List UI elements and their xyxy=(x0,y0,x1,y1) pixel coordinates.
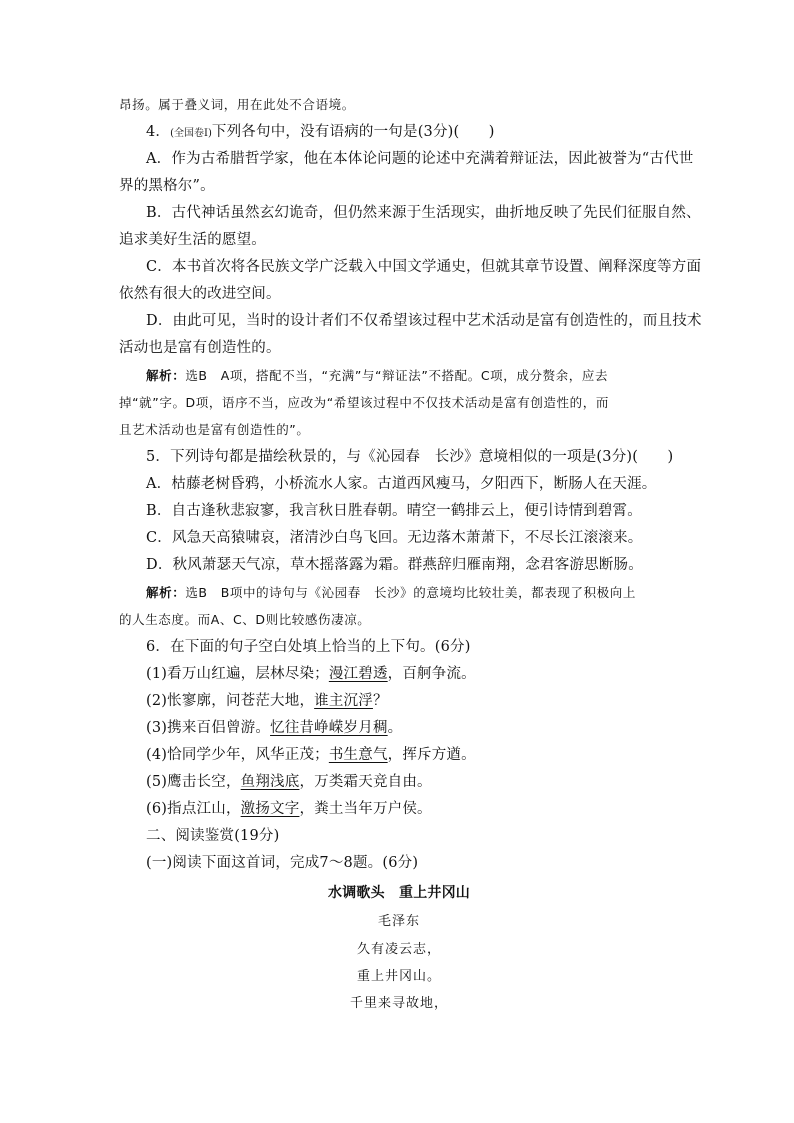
poem-author: 毛泽东 xyxy=(377,914,420,929)
analysis-4-line-2: 掉“就”字。D项，语序不当，应改为“希望该过程中不仅技术活动是富有创造性的，而 xyxy=(119,395,609,410)
prompt-text: ，百舸争流。 xyxy=(387,666,476,682)
analysis-text: 选B B项中的诗句与《沁园春 长沙》的意境均比较壮美，都表现了积极向上 xyxy=(185,585,636,600)
question-4-stem xyxy=(146,122,679,144)
answer-text: 漫江碧透 xyxy=(328,666,388,682)
question-5-stem: 5．下列诗句都是描绘秋景的，与《沁园春 长沙》意境相似的一项是(3分)( ) xyxy=(146,449,674,465)
answer-text: 书生意气 xyxy=(328,747,388,763)
prompt-text: (3)携来百侣曾游。 xyxy=(146,720,271,736)
option-b-line-1: B．古代神话虽然玄幻诡奇，但仍然来源于生活现实，曲折地反映了先民们征服自然、 xyxy=(146,205,701,221)
analysis-5-line-1 xyxy=(146,583,679,603)
section-heading: 二、阅读鉴赏(19分) xyxy=(146,828,280,844)
question-text: 下列各句中，没有语病的一句是(3分)( ) xyxy=(211,124,495,140)
prompt-text: 。 xyxy=(387,720,403,736)
option-a-line-2: 界的黑格尔”。 xyxy=(119,178,215,194)
analysis-label: 解析： xyxy=(146,368,186,383)
fill-item-1 xyxy=(146,664,679,684)
answer-text: 激扬文字 xyxy=(240,801,300,817)
prompt-text: (5)鹰击长空， xyxy=(146,774,241,790)
option-c-line-2: 依然有很大的改进空间。 xyxy=(119,286,281,302)
option-c-line-1: C．本书首次将各民族文学广泛载入中国文学通史，但就其章节设置、阐释深度等方面 xyxy=(146,259,702,275)
source-tag: (全国卷Ⅰ) xyxy=(170,128,212,139)
analysis-4-line-1 xyxy=(146,366,679,386)
fill-item-6 xyxy=(146,799,679,819)
poem-line: 重上井冈山。 xyxy=(356,969,441,984)
fill-item-5 xyxy=(146,772,679,792)
analysis-4-line-3: 且艺术活动也是富有创造性的”。 xyxy=(119,422,310,437)
text-line: 昂扬。属于叠义词，用在此处不合语境。 xyxy=(119,97,355,112)
prompt-text: ，万类霜天竞自由。 xyxy=(299,774,432,790)
option-d: D．秋风萧瑟天气凉，草木摇落露为霜。群燕辞归雁南翔，念君客游思断肠。 xyxy=(146,557,643,573)
prompt-text: ，挥斥方遒。 xyxy=(387,747,476,763)
poem-line: 千里来寻故地， xyxy=(349,996,448,1011)
subsection-heading: (一)阅读下面这首词，完成7～8题。(6分) xyxy=(146,855,419,871)
option-b: B．自古逢秋悲寂寥，我言秋日胜春朝。晴空一鹤排云上，便引诗情到碧霄。 xyxy=(146,503,642,519)
question-number: 4． xyxy=(146,124,171,140)
poem-title: 水调歌头 重上井冈山 xyxy=(328,885,470,901)
option-a: A．枯藤老树昏鸦，小桥流水人家。古道西风瘦马，夕阳西下，断肠人在天涯。 xyxy=(146,476,657,492)
option-d-line-2: 活动也是富有创造性的。 xyxy=(119,340,281,356)
poem-line: 久有凌云志， xyxy=(356,942,441,957)
analysis-text: 选B A项，搭配不当，“充满”与“辩证法”不搭配。C项，成分赘余，应去 xyxy=(185,368,609,383)
prompt-text: (6)指点江山， xyxy=(146,801,241,817)
option-a-line-1: A．作为古希腊哲学家，他在本体论问题的论述中充满着辩证法，因此被誉为“古代世 xyxy=(146,151,694,167)
analysis-5-line-2: 的人生态度。而A、C、D则比较感伤凄凉。 xyxy=(119,612,371,627)
prompt-text: (2)怅寥廓，问苍茫大地， xyxy=(146,693,315,709)
question-6-stem: 6．在下面的句子空白处填上恰当的上下句。(6分) xyxy=(146,639,471,655)
analysis-label: 解析： xyxy=(146,585,186,600)
answer-text: 鱼翔浅底 xyxy=(240,774,300,790)
option-c: C．风急天高猿啸哀，渚清沙白鸟飞回。无边落木萧萧下，不尽长江滚滚来。 xyxy=(146,530,643,546)
answer-text: 忆往昔峥嵘岁月稠 xyxy=(270,720,388,736)
fill-item-4 xyxy=(146,745,679,765)
prompt-text: ，粪土当年万户侯。 xyxy=(299,801,432,817)
prompt-text: ？ xyxy=(372,693,388,709)
fill-item-3 xyxy=(146,718,679,738)
option-d-line-1: D．由此可见，当时的设计者们不仅希望该过程中艺术活动是富有创造性的，而且技术 xyxy=(146,313,702,329)
prompt-text: (4)恰同学少年，风华正茂； xyxy=(146,747,329,763)
option-b-line-2: 追求美好生活的愿望。 xyxy=(119,232,266,248)
answer-text: 谁主沉浮 xyxy=(314,693,373,709)
fill-item-2 xyxy=(146,691,679,711)
prompt-text: (1)看万山红遍，层林尽染； xyxy=(146,666,329,682)
